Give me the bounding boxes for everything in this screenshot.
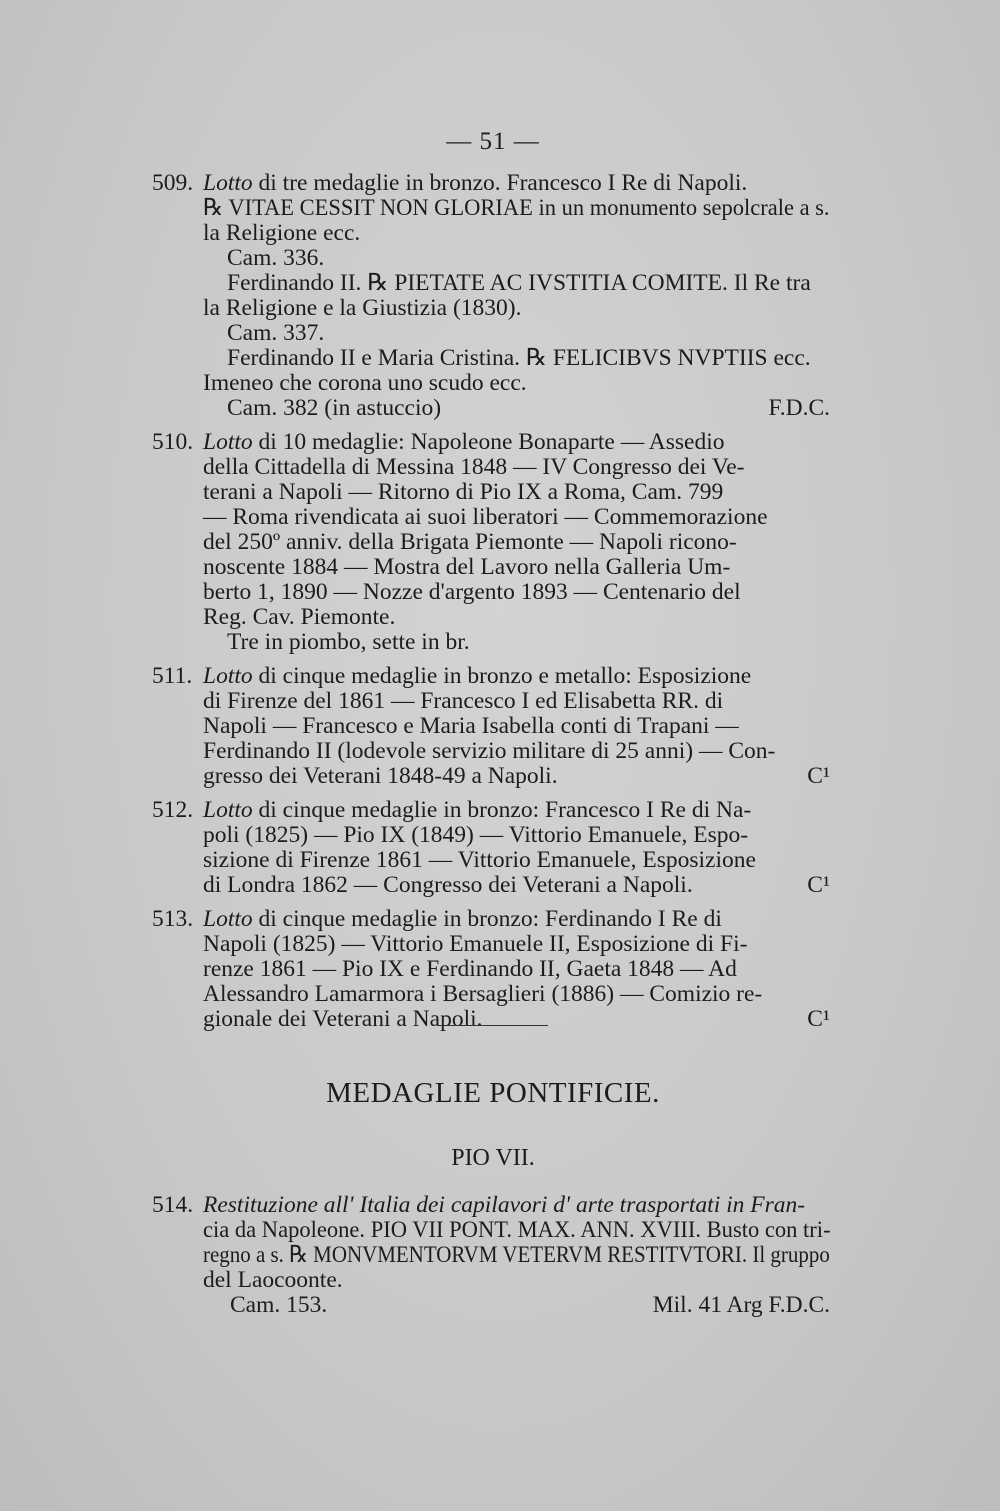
entry-line: ℞ VITAE CESSIT NON GLORIAE in un monumento sepolcrale a s. bbox=[203, 195, 830, 221]
entry-line: Cam. 153. bbox=[230, 1292, 328, 1318]
entry-line: del Laocoonte. bbox=[203, 1267, 343, 1293]
entry-line: Napoli — Francesco e Maria Isabella conti di Trapani — bbox=[203, 713, 739, 739]
section-divider bbox=[438, 1025, 548, 1026]
entry-line: gionale dei Veterani a Napoli. bbox=[203, 1006, 483, 1032]
lot-number: 514. bbox=[152, 1192, 194, 1218]
entry-line: sizione di Firenze 1861 — Vittorio Emanuele, Esposizione bbox=[203, 847, 756, 873]
entry-line: Alessandro Lamarmora i Bersaglieri (1886) — Comizio re- bbox=[203, 981, 763, 1007]
lot-grade: C¹ bbox=[807, 872, 830, 898]
lot-keyword: Lotto bbox=[203, 663, 253, 689]
entry-line: la Religione e la Giustizia (1830). bbox=[203, 295, 522, 321]
entry-line: Ferdinando II e Maria Cristina. ℞ FELICIBVS NVPTIIS ecc. bbox=[227, 345, 811, 371]
section-title: MEDAGLIE PONTIFICIE. bbox=[326, 1077, 660, 1109]
entry-line: Lotto di cinque medaglie in bronzo: Ferdinando I Re di bbox=[203, 906, 722, 932]
entry-line: Cam. 336. bbox=[227, 245, 325, 271]
entry-line: di Firenze del 1861 — Francesco I ed Elisabetta RR. di bbox=[203, 688, 724, 714]
entry-line: Imeneo che corona uno scudo ecc. bbox=[203, 370, 527, 396]
lot-keyword: Lotto bbox=[203, 797, 253, 823]
lot-keyword: Lotto bbox=[203, 429, 253, 455]
lot-keyword: Lotto bbox=[203, 170, 253, 196]
entry-line: poli (1825) — Pio IX (1849) — Vittorio Emanuele, Espo- bbox=[203, 822, 749, 848]
entry-line: Restituzione all' Italia dei capilavori d' arte trasportati in Fran- bbox=[203, 1192, 806, 1218]
lot-grade: F.D.C. bbox=[768, 395, 830, 421]
entry-line: Tre in piombo, sette in br. bbox=[227, 629, 470, 655]
entry-line: terani a Napoli — Ritorno di Pio IX a Roma, Cam. 799 bbox=[203, 479, 724, 505]
lot-grade: C¹ bbox=[807, 1006, 830, 1032]
entry-line: cia da Napoleone. PIO VII PONT. MAX. ANN. XVIII. Busto con tri- bbox=[203, 1217, 831, 1243]
entry-line: Lotto di cinque medaglie in bronzo: Francesco I Re di Na- bbox=[203, 797, 752, 823]
entry-line: — Roma rivendicata ai suoi liberatori — Commemorazione bbox=[203, 504, 768, 530]
entry-line: la Religione ecc. bbox=[203, 220, 361, 246]
lot-number: 509. bbox=[152, 170, 194, 196]
entry-line: Lotto di 10 medaglie: Napoleone Bonaparte — Assedio bbox=[203, 429, 725, 455]
page-number: — 51 — bbox=[446, 128, 540, 155]
lot-grade: C¹ bbox=[807, 763, 830, 789]
lot-keyword: Lotto bbox=[203, 906, 253, 932]
entry-line: berto 1, 1890 — Nozze d'argento 1893 — Centenario del bbox=[203, 579, 741, 605]
entry-line: di Londra 1862 — Congresso dei Veterani a Napoli. bbox=[203, 872, 693, 898]
entry-line: Napoli (1825) — Vittorio Emanuele II, Esposizione di Fi- bbox=[203, 931, 748, 957]
lot-number: 510. bbox=[152, 429, 194, 455]
entry-line: Ferdinando II. ℞ PIETATE AC IVSTITIA COMITE. Il Re tra bbox=[227, 270, 811, 296]
entry-line: gresso dei Veterani 1848-49 a Napoli. bbox=[203, 763, 558, 789]
entry-line: Cam. 337. bbox=[227, 320, 325, 346]
lot-number: 512. bbox=[152, 797, 194, 823]
entry-line: Ferdinando II (lodevole servizio militare di 25 anni) — Con- bbox=[203, 738, 776, 764]
entry-line: regno a s. ℞ MONVMENTORVM VETERVM RESTITVTORI. Il gruppo bbox=[203, 1242, 830, 1268]
entry-line: Lotto di tre medaglie in bronzo. Francesco I Re di Napoli. bbox=[203, 170, 748, 196]
entry-line: Lotto di cinque medaglie in bronzo e metallo: Esposizione bbox=[203, 663, 752, 689]
entry-line: della Cittadella di Messina 1848 — IV Congresso dei Ve- bbox=[203, 454, 745, 480]
entry-line: renze 1861 — Pio IX e Ferdinando II, Gaeta 1848 — Ad bbox=[203, 956, 737, 982]
entry-line: del 250º anniv. della Brigata Piemonte — Napoli ricono- bbox=[203, 529, 737, 555]
entry-line: noscente 1884 — Mostra del Lavoro nella Galleria Um- bbox=[203, 554, 731, 580]
lot-number: 511. bbox=[152, 663, 193, 689]
entry-line: Cam. 382 (in astuccio) bbox=[227, 395, 442, 421]
lot-grade: Mil. 41 Arg F.D.C. bbox=[652, 1292, 830, 1318]
lot-number: 513. bbox=[152, 906, 194, 932]
entry-line: Reg. Cav. Piemonte. bbox=[203, 604, 396, 630]
subsection-title: PIO VII. bbox=[451, 1145, 535, 1171]
